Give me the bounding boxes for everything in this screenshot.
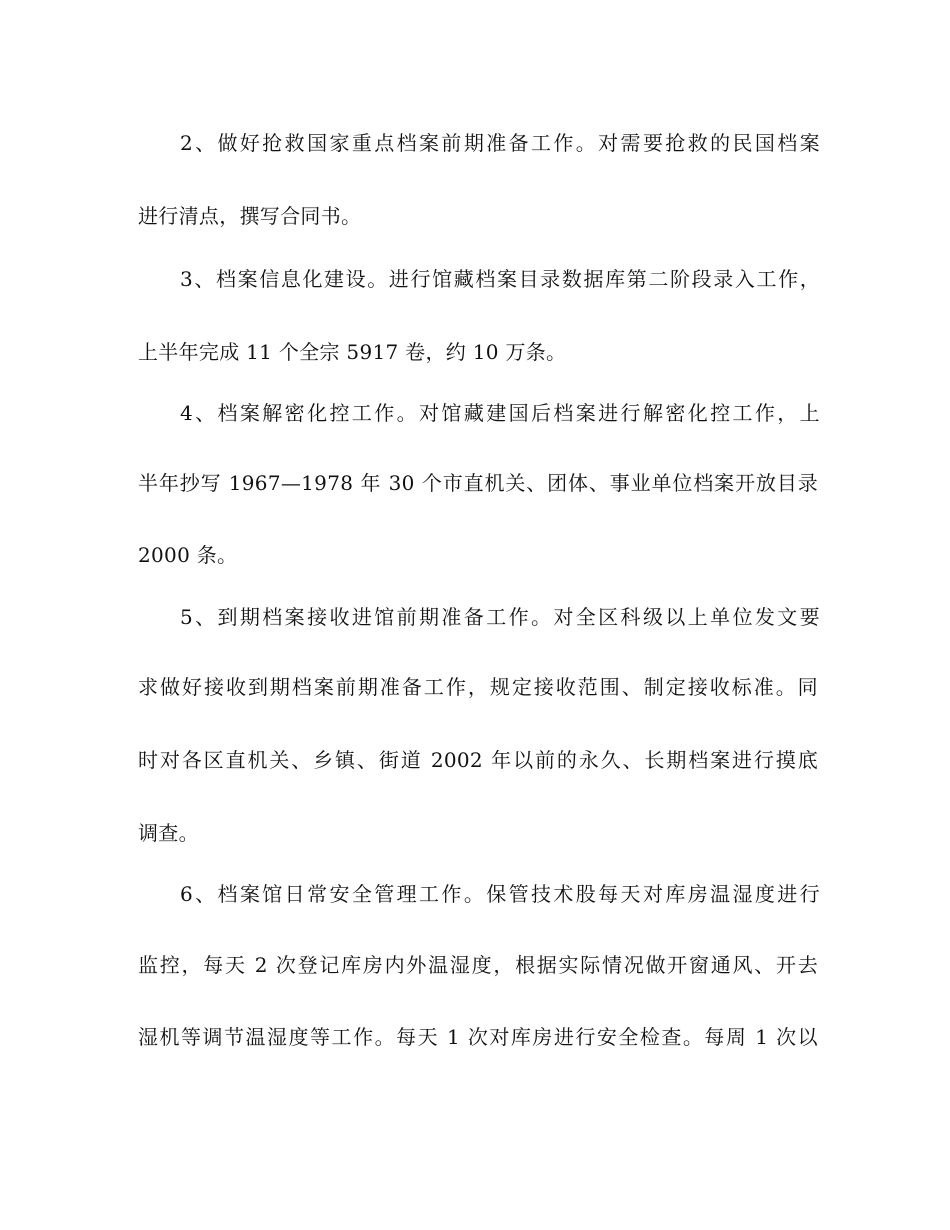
paragraph-5-line-4: 调查。	[138, 821, 199, 845]
paragraph-2-line-2: 进行清点，撰写合同书。	[138, 204, 362, 228]
paragraph-3-line-1: 3、档案信息化建设。进行馆藏档案目录数据库第二阶段录入工作，	[180, 267, 820, 291]
paragraph-5-line-1: 5、到期档案接收进馆前期准备工作。对全区科级以上单位发文要	[180, 605, 820, 629]
paragraph-6-line-3: 湿机等调节温湿度等工作。每天 1 次对库房进行安全检查。每周 1 次以	[138, 1025, 818, 1049]
paragraph-6-line-2: 监控，每天 2 次登记库房内外温湿度，根据实际情况做开窗通风、开去	[138, 953, 818, 977]
paragraph-6-line-1: 6、档案馆日常安全管理工作。保管技术股每天对库房温湿度进行	[180, 882, 820, 906]
paragraph-5-line-2: 求做好接收到期档案前期准备工作，规定接收范围、制定接收标准。同	[138, 675, 818, 699]
paragraph-2-line-1: 2、做好抢救国家重点档案前期准备工作。对需要抢救的民国档案	[180, 131, 820, 155]
paragraph-5-line-3: 时对各区直机关、乡镇、街道 2002 年以前的永久、长期档案进行摸底	[138, 748, 818, 772]
paragraph-4-line-3: 2000 条。	[138, 543, 238, 567]
paragraph-4-line-1: 4、档案解密化控工作。对馆藏建国后档案进行解密化控工作，上	[180, 401, 820, 425]
paragraph-4-line-2: 半年抄写 1967—1978 年 30 个市直机关、团体、事业单位档案开放目录	[138, 471, 818, 495]
paragraph-3-line-2: 上半年完成 11 个全宗 5917 卷，约 10 万条。	[138, 340, 567, 364]
